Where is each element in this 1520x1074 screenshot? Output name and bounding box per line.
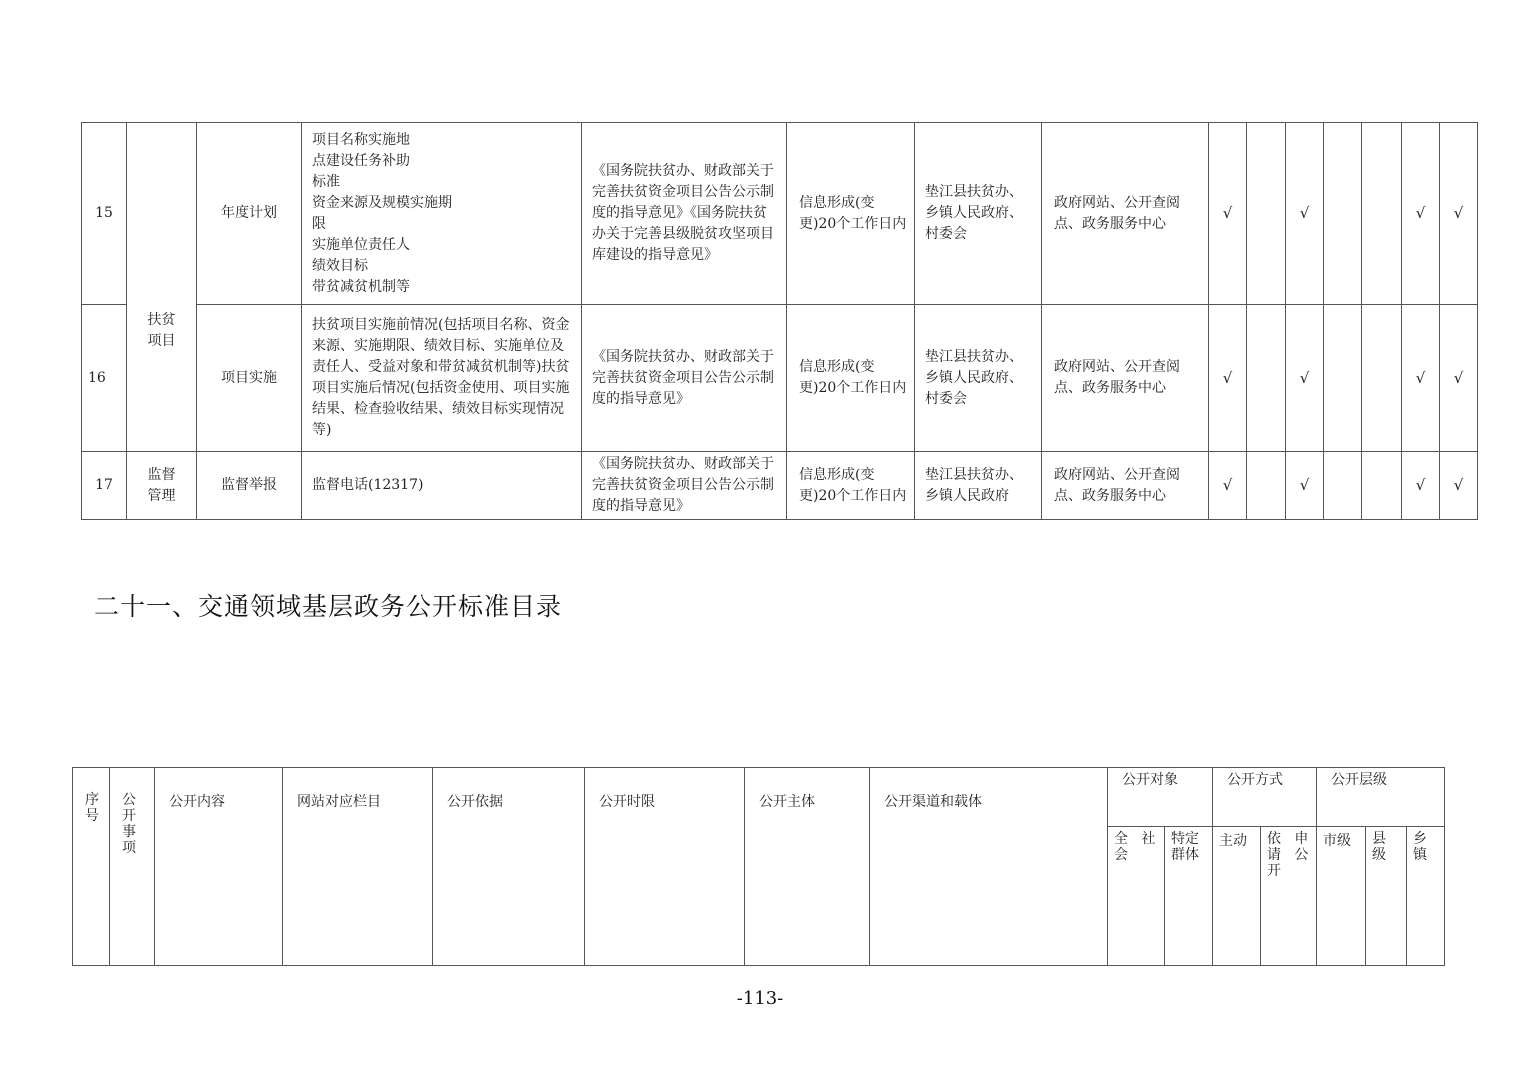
check-mark: √ <box>1402 123 1440 305</box>
check-mark <box>1324 123 1362 305</box>
poverty-project-table <box>81 122 1478 520</box>
header-method-active: 主动 <box>1213 827 1261 966</box>
row-number: 17 <box>82 452 127 520</box>
header-level-city: 市级 <box>1317 827 1366 966</box>
header-basis: 公开依据 <box>433 768 585 966</box>
item-cell: 监督举报 <box>197 452 302 520</box>
check-mark: √ <box>1286 452 1324 520</box>
check-mark <box>1247 452 1286 520</box>
check-mark: √ <box>1209 123 1247 305</box>
header-item: 公 开 事 项 <box>110 768 155 966</box>
header-timelimit: 公开时限 <box>585 768 745 966</box>
table-row <box>82 305 1478 452</box>
basis-cell: 《国务院扶贫办、财政部关于完善扶贫资金项目公告公示制度的指导意见》 <box>582 452 787 520</box>
header-content: 公开内容 <box>155 768 283 966</box>
check-mark: √ <box>1209 305 1247 452</box>
item-cell: 年度计划 <box>197 123 302 305</box>
header-level-county: 县 级 <box>1366 827 1407 966</box>
check-mark <box>1324 452 1362 520</box>
check-mark <box>1362 305 1402 452</box>
header-subject: 公开主体 <box>745 768 870 966</box>
check-mark <box>1247 123 1286 305</box>
check-mark: √ <box>1440 452 1478 520</box>
category-cell: 扶贫 项目 <box>127 123 197 452</box>
header-num: 序 号 <box>73 768 110 966</box>
header-row <box>73 768 1445 827</box>
subject-cell: 垫江县扶贫办、乡镇人民政府、村委会 <box>915 123 1042 305</box>
section-heading: 二十一、交通领域基层政务公开标准目录 <box>94 592 563 621</box>
content-cell: 项目名称实施地 点建设任务补助 标准 资金来源及规模实施期 限 实施单位责任人 绩效目标 带贫减贫机制等 <box>302 123 582 305</box>
content-cell: 扶贫项目实施前情况(包括项目名称、资金来源、实施期限、绩效目标、实施单位及责任人、受益对象和带贫减贫机制等)扶贫项目实施后情况(包括资金使用、项目实施结果、检查验收结果、绩效目标实现情况等) <box>302 305 582 452</box>
header-target-specific: 特定 群体 <box>1165 827 1213 966</box>
check-mark: √ <box>1402 452 1440 520</box>
header-target: 公开对象 <box>1108 768 1213 827</box>
header-level-town: 乡 镇 <box>1407 827 1445 966</box>
subject-cell: 垫江县扶贫办、乡镇人民政府 <box>915 452 1042 520</box>
page-number: -113- <box>736 988 784 1009</box>
check-mark <box>1324 305 1362 452</box>
item-cell: 项目实施 <box>197 305 302 452</box>
header-method: 公开方式 <box>1213 768 1317 827</box>
channel-cell: 政府网站、公开查阅点、政务服务中心 <box>1042 123 1209 305</box>
table-row <box>82 123 1478 305</box>
check-mark: √ <box>1402 305 1440 452</box>
subject-cell: 垫江县扶贫办、乡镇人民政府、村委会 <box>915 305 1042 452</box>
header-method-request: 依 申 请 公 开 <box>1261 827 1317 966</box>
basis-cell: 《国务院扶贫办、财政部关于完善扶贫资金项目公告公示制度的指导意见》《国务院扶贫办关于完善县级脱贫攻坚项目库建设的指导意见》 <box>582 123 787 305</box>
table-row <box>82 452 1478 520</box>
check-mark <box>1247 305 1286 452</box>
check-mark: √ <box>1286 305 1324 452</box>
check-mark <box>1362 452 1402 520</box>
category-cell: 监督 管理 <box>127 452 197 520</box>
channel-cell: 政府网站、公开查阅点、政务服务中心 <box>1042 305 1209 452</box>
header-channel: 公开渠道和载体 <box>870 768 1108 966</box>
row-number: 16 <box>82 305 127 452</box>
check-mark: √ <box>1209 452 1247 520</box>
header-target-all: 全 社 会 <box>1108 827 1165 966</box>
basis-cell: 《国务院扶贫办、财政部关于完善扶贫资金项目公告公示制度的指导意见》 <box>582 305 787 452</box>
header-level: 公开层级 <box>1317 768 1445 827</box>
row-number: 15 <box>82 123 127 305</box>
header-website: 网站对应栏目 <box>283 768 433 966</box>
timelimit-cell: 信息形成(变更)20个工作日内 <box>787 452 915 520</box>
timelimit-cell: 信息形成(变更)20个工作日内 <box>787 123 915 305</box>
transport-header-table <box>72 767 1445 966</box>
check-mark <box>1362 123 1402 305</box>
timelimit-cell: 信息形成(变更)20个工作日内 <box>787 305 915 452</box>
check-mark: √ <box>1286 123 1324 305</box>
content-cell: 监督电话(12317) <box>302 452 582 520</box>
check-mark: √ <box>1440 123 1478 305</box>
check-mark: √ <box>1440 305 1478 452</box>
channel-cell: 政府网站、公开查阅点、政务服务中心 <box>1042 452 1209 520</box>
